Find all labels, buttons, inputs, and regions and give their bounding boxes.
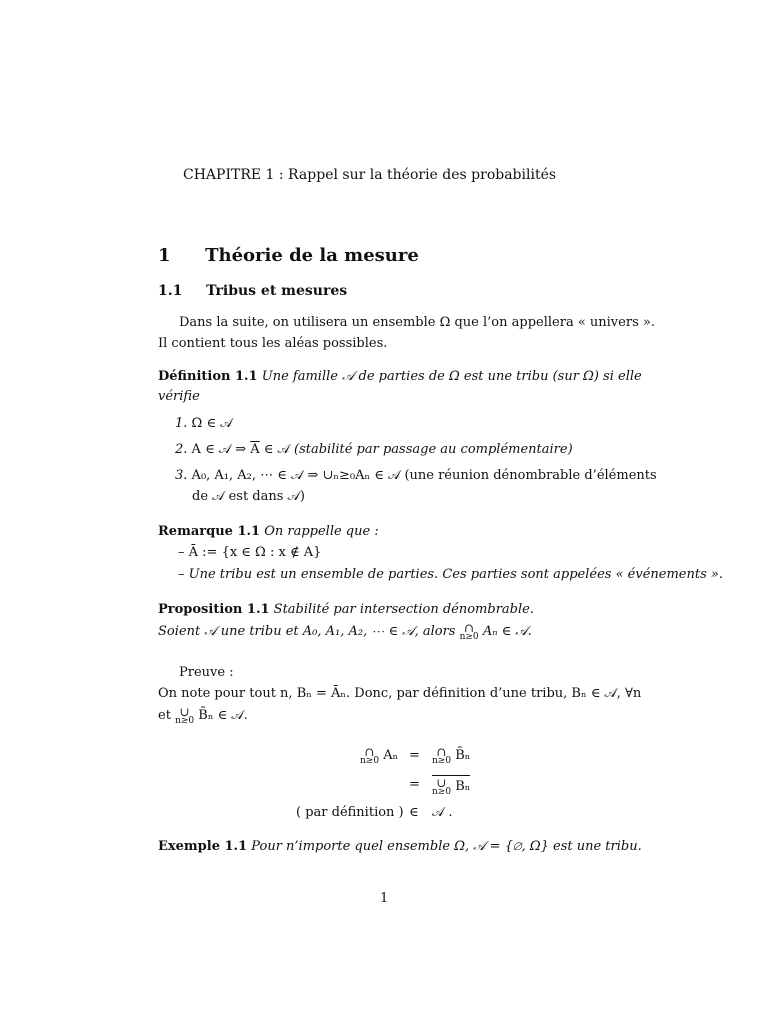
item-note: (stabilité par passage au complémentaire) (289, 442, 573, 457)
equation-note: ( par définition ) (296, 805, 404, 820)
proposition-heading (158, 600, 534, 620)
equation-rhs: B̄ₙ (455, 748, 471, 763)
definition-line-1 (158, 367, 642, 387)
item-note: (une réunion dénombrable d’éléments (400, 468, 657, 483)
cup-symbol: ∪ (436, 776, 447, 790)
equation-row-1 (360, 746, 398, 766)
preuve-text: et (158, 708, 171, 723)
union-operator (432, 776, 452, 797)
remarque-item-text: Ā := {x ∈ Ω : x ∉ A} (188, 545, 322, 560)
item-math: Ω ∈ 𝒜 (191, 416, 233, 431)
proposition-statement (158, 622, 532, 642)
definition-item-3-cont: de 𝒜 est dans 𝒜) (192, 489, 305, 504)
cap-symbol: ∩ (464, 621, 475, 635)
equation-rhs-2 (432, 775, 470, 797)
subsection-heading (158, 283, 347, 299)
definition-label: Définition 1.1 (158, 369, 258, 384)
limit-subscript: n≥0 (459, 632, 479, 642)
subsection-title: Tribus et mesures (206, 283, 348, 299)
remarque-item-2 (178, 565, 723, 585)
exemple-text: Pour n’importe quel ensemble Ω, 𝒜 = {∅, Ω} est une tribu. (251, 839, 642, 854)
intersection-operator (432, 745, 452, 766)
preuve-line-1: On note pour tout n, Bₙ = Āₙ. Donc, par définition d’une tribu, Bₙ ∈ 𝒜, ∀n (158, 686, 642, 701)
proposition-text: Soient 𝒜 une tribu et A₀, A₁, A₂, ⋯ ∈ 𝒜, alors (158, 624, 456, 639)
remarque-heading (158, 522, 379, 542)
definition-item-3 (175, 466, 657, 486)
remarque-label: Remarque 1.1 (158, 524, 261, 539)
limit-subscript: n≥0 (432, 787, 452, 797)
item-number: 3. (175, 468, 188, 483)
chapter-title: CHAPITRE 1 : Rappel sur la théorie des probabilités (183, 167, 557, 183)
intersection-operator (360, 745, 380, 766)
equation-lhs: Aₙ (383, 748, 399, 763)
remarque-item-1 (178, 543, 321, 563)
item-math: A ∈ 𝒜 ⇒ (191, 442, 251, 457)
cap-symbol: ∩ (436, 745, 447, 759)
definition-line-2: vérifie (158, 389, 200, 404)
equation-rhs: Bₙ (455, 779, 471, 794)
exemple-label: Exemple 1.1 (158, 839, 248, 854)
intro-line-2: Il contient tous les aléas possibles. (158, 336, 388, 351)
definition-item-2 (175, 440, 573, 460)
proposition-title: Stabilité par intersection dénombrable. (273, 602, 534, 617)
item-math: ∈ 𝒜 (259, 442, 290, 457)
item-math: A (191, 468, 201, 483)
item-number: 1. (175, 416, 188, 431)
page-number: 1 (380, 891, 389, 906)
list-dash: – (178, 567, 189, 582)
equation-relation-1: = (409, 748, 420, 763)
cap-symbol: ∩ (364, 745, 375, 759)
subsection-number: 1.1 (158, 283, 183, 299)
equation-rhs-1 (432, 746, 470, 766)
complement-bar (432, 775, 470, 797)
item-number: 2. (175, 442, 188, 457)
item-math-bar: $\overline{A}$ (250, 442, 260, 457)
preuve-text: B̄ₙ ∈ 𝒜. (198, 708, 248, 723)
preuve-label: Preuve : (179, 665, 234, 680)
cup-symbol: ∪ (179, 705, 190, 719)
limit-subscript: n≥0 (360, 756, 380, 766)
proposition-label: Proposition 1.1 (158, 602, 270, 617)
list-dash: – (178, 545, 189, 560)
remarque-intro: On rappelle que : (264, 524, 379, 539)
intro-line-1: Dans la suite, on utilisera un ensemble Ω que l’on appellera « univers ». (179, 315, 655, 330)
intersection-operator (459, 621, 479, 642)
limit-subscript: n≥0 (175, 716, 195, 726)
union-operator (175, 705, 195, 726)
limit-subscript: n≥0 (432, 756, 452, 766)
exemple (158, 837, 642, 857)
definition-item-1 (175, 414, 233, 434)
preuve-line-2 (158, 706, 248, 726)
section-heading (158, 245, 419, 266)
section-number: 1 (158, 245, 171, 266)
section-title: Théorie de la mesure (205, 245, 419, 266)
equation-relation-2: = (409, 777, 420, 792)
equation-rhs-3: 𝒜 . (432, 805, 453, 820)
remarque-item-text: Une tribu est un ensemble de parties. Ces parties sont appelées « événements ». (188, 567, 723, 582)
definition-text: Une famille 𝒜 de parties de Ω est une tribu (sur Ω) si elle (261, 369, 642, 384)
item-math-rest: ₀, A₁, A₂, ⋯ ∈ 𝒜 ⇒ ∪ₙ≥₀Aₙ ∈ 𝒜 (200, 468, 401, 483)
proposition-text: Aₙ ∈ 𝒜. (482, 624, 532, 639)
equation-relation-3: ∈ (409, 805, 419, 820)
